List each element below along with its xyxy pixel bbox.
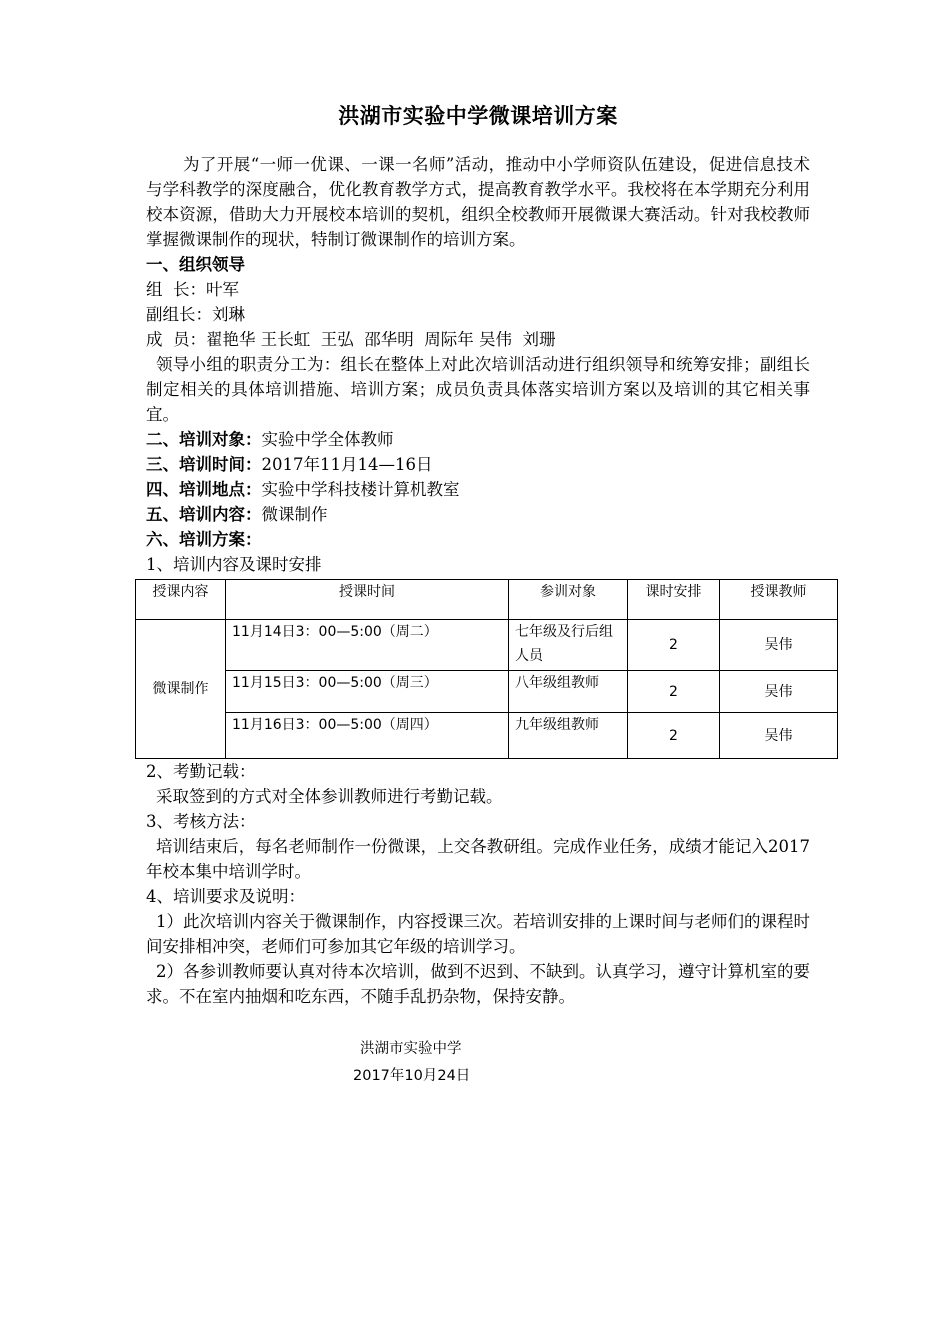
schedule-table [135, 579, 838, 759]
signature-date: 2017年10月24日 [353, 1068, 471, 1084]
subsection-2-heading: 2、考勤记载： [146, 762, 256, 781]
subsection-4-heading: 4、培训要求及说明： [146, 887, 305, 906]
subsection-3-heading: 3、考核方法： [146, 812, 256, 831]
vice-leader-line: 副组长：刘琳 [146, 305, 245, 324]
teacher-cell: 吴伟 [720, 620, 838, 671]
section-2-line [146, 427, 810, 452]
section-4-line [146, 477, 810, 502]
target-cell: 九年级组教师 [509, 713, 628, 759]
signature-organization: 洪湖市实验中学 [360, 1041, 462, 1057]
leader-line: 组 长：叶军 [146, 280, 239, 299]
assessment-paragraph: 培训结束后，每名老师制作一份微课，上交各教研组。完成作业任务，成绩才能记入2017年校本集中培训学时。 [146, 837, 810, 881]
section-5-line [146, 502, 810, 527]
target-cell: 八年级组教师 [509, 671, 628, 713]
section-5-label: 五、培训内容： [146, 505, 262, 524]
content-cell: 微课制作 [136, 620, 226, 759]
teacher-cell: 吴伟 [720, 713, 838, 759]
hours-cell: 2 [628, 671, 720, 713]
section-1-heading: 一、组织领导 [146, 255, 245, 274]
section-5-value: 微课制作 [261, 505, 328, 524]
table-row [136, 620, 838, 671]
header-cell: 参训对象 [509, 580, 628, 620]
requirement-2: 2）各参训教师要认真对待本次培训，做到不迟到、不缺到。认真学习，遵守计算机室的要求。不在室内抽烟和吃东西，不随手乱扔杂物，保持安静。 [146, 962, 810, 1006]
header-cell: 课时安排 [628, 580, 720, 620]
section-4-value: 实验中学科技楼计算机教室 [261, 480, 460, 499]
signature-block [146, 1036, 810, 1090]
header-cell: 授课内容 [136, 580, 226, 620]
teacher-cell: 吴伟 [720, 671, 838, 713]
members-line: 成 员：翟艳华 王长虹 王弘 邵华明 周际年 吴伟 刘珊 [146, 330, 556, 349]
section-3-value: 2017年11月14—16日 [261, 455, 433, 474]
table-row [136, 671, 838, 713]
document-title: 洪湖市实验中学微课培训方案 [338, 103, 618, 128]
duty-paragraph: 领导小组的职责分工为：组长在整体上对此次培训活动进行组织领导和统筹安排；副组长制定相关的具体培训措施、培训方案；成员负责具体落实培训方案以及培训的其它相关事宜。 [146, 355, 810, 424]
table-header-row [136, 580, 838, 620]
time-cell: 11月14日3：00—5:00（周二） [226, 620, 509, 671]
section-6-heading: 六、培训方案： [146, 530, 262, 549]
intro-paragraph: 为了开展“一师一优课、一课一名师”活动，推动中小学师资队伍建设，促进信息技术与学科教学的深度融合，优化教育教学方式，提高教育教学水平。我校将在本学期充分利用校本资源，借助大力开展校本培训的契机，组织全校教师开展微课大赛活动。针对我校教师掌握微课制作的现状，特制订微课制作的培训方案。 [146, 155, 810, 249]
time-cell: 11月16日3：00—5:00（周四） [226, 713, 509, 759]
section-3-label: 三、培训时间： [146, 455, 262, 474]
header-cell: 授课时间 [226, 580, 509, 620]
section-3-line [146, 452, 810, 477]
section-4-label: 四、培训地点： [146, 480, 262, 499]
document-page [146, 100, 810, 1090]
header-cell: 授课教师 [720, 580, 838, 620]
hours-cell: 2 [628, 713, 720, 759]
target-cell: 七年级及行后组人员 [509, 620, 628, 671]
time-cell: 11月15日3：00—5:00（周三） [226, 671, 509, 713]
attendance-paragraph: 采取签到的方式对全体参训教师进行考勤记载。 [156, 787, 503, 806]
hours-cell: 2 [628, 620, 720, 671]
section-2-label: 二、培训对象： [146, 430, 262, 449]
section-2-value: 实验中学全体教师 [261, 430, 394, 449]
table-row [136, 713, 838, 759]
requirement-1: 1）此次培训内容关于微课制作，内容授课三次。若培训安排的上课时间与老师们的课程时间安排相冲突，老师们可参加其它年级的培训学习。 [146, 912, 810, 956]
subsection-1-heading: 1、培训内容及课时安排 [146, 555, 322, 574]
